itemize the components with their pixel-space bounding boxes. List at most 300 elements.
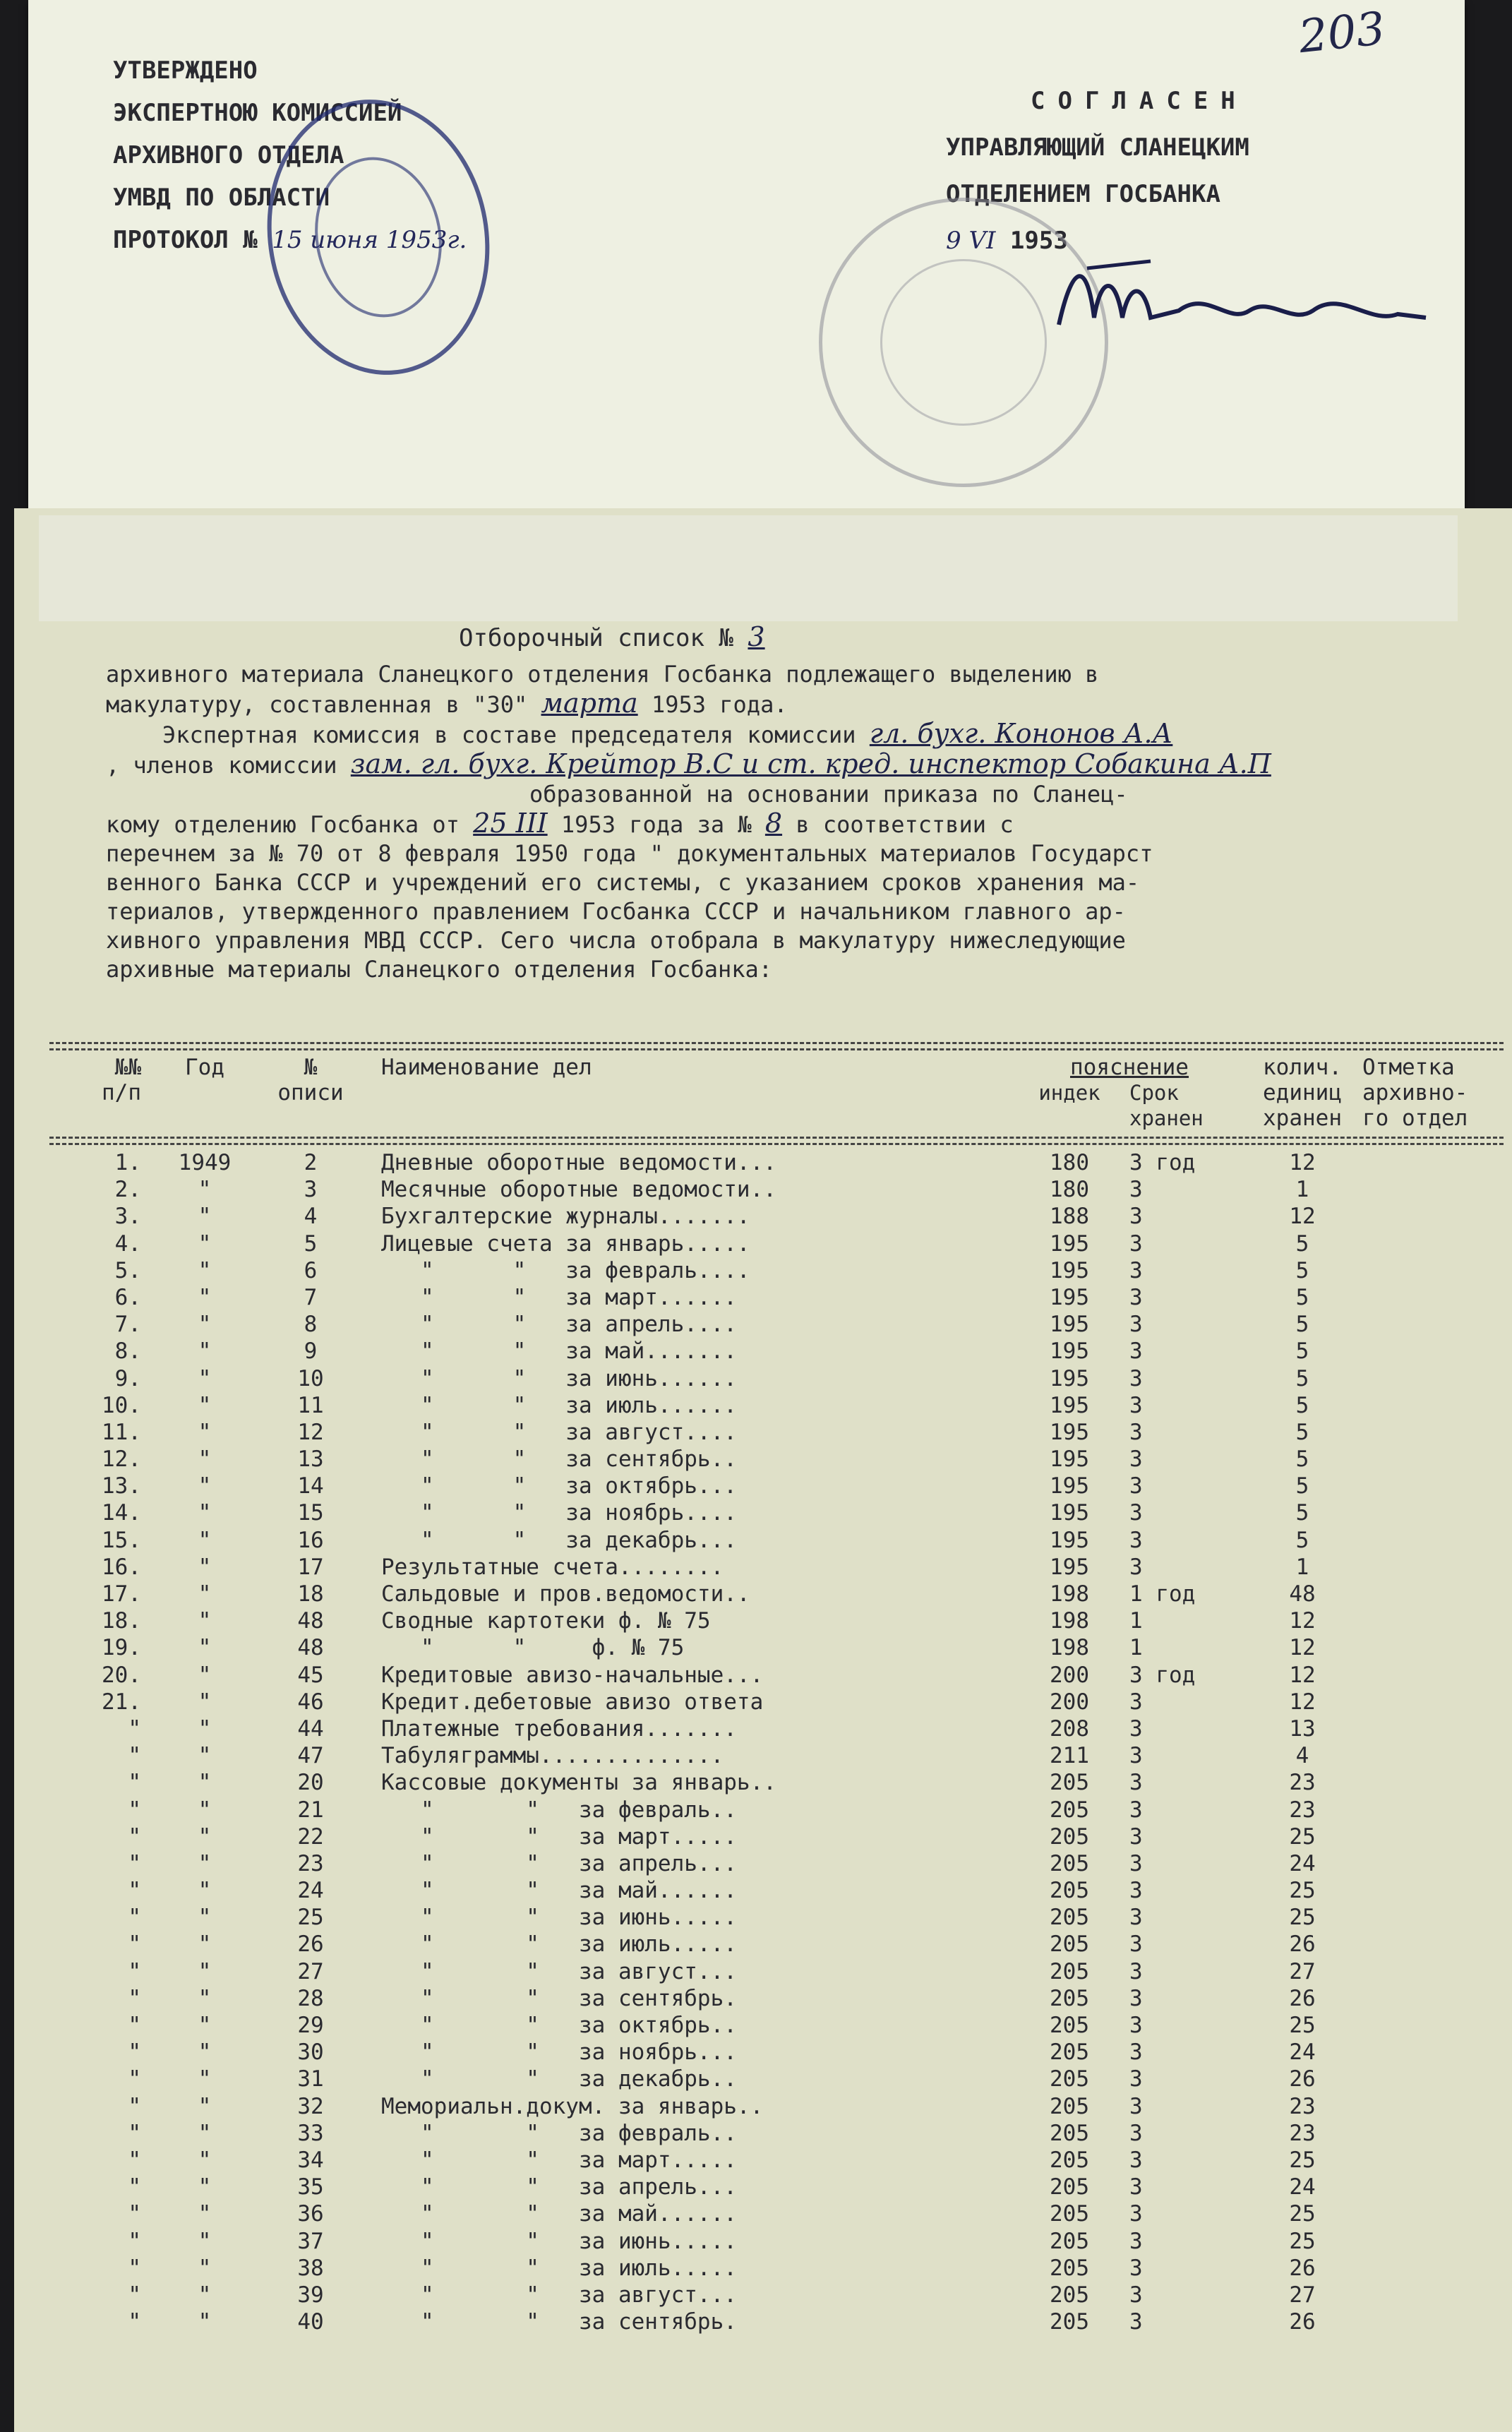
row-name: " " за апрель... xyxy=(381,2174,737,2200)
row-number: " xyxy=(128,2255,141,2281)
row-inventory: 33 xyxy=(297,2120,324,2146)
row-index: 205 xyxy=(1050,2093,1089,2119)
row-units: 24 xyxy=(1289,1850,1316,1876)
row-year: " xyxy=(198,2228,212,2254)
row-term: 3 xyxy=(1129,1500,1143,1526)
row-note xyxy=(1362,1284,1504,1311)
row-note xyxy=(1362,1742,1504,1769)
row-name: Табуляграммы.............. xyxy=(381,1743,724,1769)
row-number: " xyxy=(128,1797,141,1823)
row-index: 205 xyxy=(1050,2039,1089,2066)
row-number: 19. xyxy=(102,1635,141,1661)
row-name: " " за июнь..... xyxy=(381,2228,737,2254)
row-inventory: 44 xyxy=(297,1715,324,1742)
row-units: 5 xyxy=(1295,1473,1309,1499)
row-inventory: 13 xyxy=(297,1446,324,1473)
row-name: Мемориальн.докум. за январь.. xyxy=(381,2093,764,2119)
row-name: " " за ноябрь.... xyxy=(381,1500,737,1526)
header-explanation: пояснение xyxy=(1070,1055,1189,1080)
row-number: 13. xyxy=(102,1473,141,1499)
table-row xyxy=(49,1527,1504,1554)
row-inventory: 40 xyxy=(297,2309,324,2335)
row-note xyxy=(1362,2255,1504,2282)
row-index: 200 xyxy=(1050,1689,1089,1715)
row-term: 3 xyxy=(1129,1770,1143,1796)
row-inventory: 34 xyxy=(297,2147,324,2173)
row-inventory: 23 xyxy=(297,1850,324,1876)
row-note xyxy=(1362,1176,1504,1203)
row-term: 3 xyxy=(1129,1554,1143,1580)
row-term: 3 xyxy=(1129,1446,1143,1473)
row-note xyxy=(1362,1877,1504,1904)
row-note xyxy=(1362,2147,1504,2174)
row-index: 205 xyxy=(1050,2013,1089,2038)
preamble-line-date: макулатуру, составленная в "30" марта 1953 года. xyxy=(106,689,788,719)
row-term: 3 xyxy=(1129,1743,1143,1769)
row-units: 5 xyxy=(1295,1338,1309,1365)
row-year: " xyxy=(198,1958,212,1984)
row-number: 1. xyxy=(114,1150,141,1175)
row-note xyxy=(1362,1689,1504,1715)
row-name: " " за август... xyxy=(381,2282,737,2308)
header-inventory: № описи xyxy=(277,1055,344,1106)
table-row xyxy=(49,1904,1504,1931)
row-index: 180 xyxy=(1050,1177,1089,1203)
row-name: Сальдовые и пров.ведомости.. xyxy=(381,1581,750,1607)
row-term: 3 xyxy=(1129,1527,1143,1553)
row-inventory: 37 xyxy=(297,2228,324,2254)
table-row xyxy=(49,2228,1504,2255)
row-number: 15. xyxy=(102,1527,141,1553)
row-index: 205 xyxy=(1050,1878,1089,1904)
row-units: 5 xyxy=(1295,1527,1309,1553)
row-index: 200 xyxy=(1050,1662,1089,1688)
row-index: 205 xyxy=(1050,1850,1089,1876)
row-index: 211 xyxy=(1050,1743,1089,1769)
table-row xyxy=(49,1850,1504,1877)
row-number: 8. xyxy=(114,1338,141,1365)
row-inventory: 21 xyxy=(297,1797,324,1823)
row-year: " xyxy=(198,1554,212,1580)
row-inventory: 17 xyxy=(297,1554,324,1580)
row-number: 7. xyxy=(114,1312,141,1338)
row-term: 3 xyxy=(1129,1715,1143,1742)
row-index: 195 xyxy=(1050,1527,1089,1553)
row-number: " xyxy=(128,1743,141,1769)
table-row xyxy=(49,1499,1504,1526)
table-row xyxy=(49,1203,1504,1230)
row-name: " " за август.... xyxy=(381,1419,737,1445)
row-inventory: 38 xyxy=(297,2255,324,2281)
table-row xyxy=(49,1284,1504,1311)
row-term: 3 xyxy=(1129,1473,1143,1499)
row-note xyxy=(1362,2282,1504,2308)
row-note xyxy=(1362,1230,1504,1257)
row-term: 3 xyxy=(1129,1392,1143,1418)
row-inventory: 28 xyxy=(297,1985,324,2011)
row-term: 3 xyxy=(1129,2174,1143,2200)
row-number: " xyxy=(128,1931,141,1958)
row-term: 3 xyxy=(1129,2066,1143,2092)
header-explanation-group xyxy=(1016,1055,1242,1132)
row-inventory: 14 xyxy=(297,1473,324,1499)
row-number: 5. xyxy=(114,1257,141,1283)
row-name: " " за февраль.. xyxy=(381,1797,737,1823)
row-term: 3 xyxy=(1129,1204,1143,1230)
row-inventory: 48 xyxy=(297,1608,324,1634)
row-note xyxy=(1362,1527,1504,1554)
row-inventory: 10 xyxy=(297,1365,324,1391)
row-inventory: 22 xyxy=(297,1823,324,1850)
header-num: №№ п/п xyxy=(102,1055,141,1106)
row-term: 3 xyxy=(1129,1797,1143,1823)
row-index: 205 xyxy=(1050,1797,1089,1823)
paper-strip xyxy=(39,515,1458,621)
row-year: " xyxy=(198,1905,212,1931)
row-year: " xyxy=(198,1635,212,1661)
row-inventory: 12 xyxy=(297,1419,324,1445)
row-index: 195 xyxy=(1050,1312,1089,1338)
row-index: 205 xyxy=(1050,2255,1089,2281)
row-number: " xyxy=(128,1985,141,2011)
row-name: Сводные картотеки ф. № 75 xyxy=(381,1608,711,1634)
table-header xyxy=(49,1055,1504,1132)
row-name: Кредитовые авизо-начальные... xyxy=(381,1662,764,1688)
preamble-line: венного Банка СССР и учреждений его системы, с указанием сроков хранения ма- xyxy=(106,869,1140,896)
row-inventory: 8 xyxy=(304,1312,318,1338)
approval-protocol-label: ПРОТОКОЛ № xyxy=(113,226,258,254)
row-name: " " за апрель... xyxy=(381,1850,737,1876)
row-note xyxy=(1362,1203,1504,1230)
row-year: " xyxy=(198,1230,212,1257)
row-name: " " за март..... xyxy=(381,2147,737,2173)
row-note xyxy=(1362,1554,1504,1581)
row-note xyxy=(1362,1958,1504,1985)
row-index: 208 xyxy=(1050,1715,1089,1742)
row-inventory: 3 xyxy=(304,1177,318,1203)
row-year: " xyxy=(198,1419,212,1445)
row-number: " xyxy=(128,2282,141,2308)
row-units: 5 xyxy=(1295,1392,1309,1418)
row-note xyxy=(1362,1499,1504,1526)
row-term: 3 xyxy=(1129,1338,1143,1365)
row-index: 205 xyxy=(1050,1958,1089,1984)
row-inventory: 9 xyxy=(304,1338,318,1365)
preamble-line-chair: Экспертная комиссия в составе председателя комиссии гл. бухг. Кононов А.А xyxy=(162,719,1173,749)
row-number: 16. xyxy=(102,1554,141,1580)
row-number: 3. xyxy=(114,1204,141,1230)
row-note xyxy=(1362,1715,1504,1742)
row-index: 195 xyxy=(1050,1257,1089,1283)
row-inventory: 27 xyxy=(297,1958,324,1984)
row-number: " xyxy=(128,2039,141,2066)
row-term: 3 xyxy=(1129,2309,1143,2335)
page-number: 203 xyxy=(1296,2,1388,64)
row-note xyxy=(1362,1257,1504,1284)
row-index: 205 xyxy=(1050,1823,1089,1850)
row-units: 23 xyxy=(1289,1770,1316,1796)
row-note xyxy=(1362,1634,1504,1661)
row-year: " xyxy=(198,1770,212,1796)
row-note xyxy=(1362,1311,1504,1338)
row-term: 3 xyxy=(1129,1878,1143,1904)
header-index: индек xyxy=(1038,1081,1100,1105)
row-year: " xyxy=(198,2174,212,2200)
row-units: 5 xyxy=(1295,1284,1309,1310)
row-inventory: 24 xyxy=(297,1878,324,1904)
row-note xyxy=(1362,1607,1504,1634)
table-row xyxy=(49,1742,1504,1769)
row-term: 3 xyxy=(1129,2255,1143,2281)
row-units: 24 xyxy=(1289,2174,1316,2200)
row-units: 13 xyxy=(1289,1715,1316,1742)
table-row xyxy=(49,2282,1504,2308)
row-term: 1 xyxy=(1129,1635,1143,1661)
row-number: 4. xyxy=(114,1230,141,1257)
table-row xyxy=(49,1311,1504,1338)
row-name: " " за февраль.... xyxy=(381,1257,750,1283)
row-index: 195 xyxy=(1050,1365,1089,1391)
row-units: 5 xyxy=(1295,1312,1309,1338)
row-note xyxy=(1362,1931,1504,1958)
row-inventory: 47 xyxy=(297,1743,324,1769)
row-year: " xyxy=(198,1284,212,1310)
row-name: " " за октябрь... xyxy=(381,1473,737,1499)
row-name: " " за июль..... xyxy=(381,2255,737,2281)
row-name: Кассовые документы за январь.. xyxy=(381,1770,776,1796)
row-term: 3 xyxy=(1129,1905,1143,1931)
row-units: 26 xyxy=(1289,1985,1316,2011)
row-note xyxy=(1362,1823,1504,1850)
row-term: 3 xyxy=(1129,1365,1143,1391)
row-units: 1 xyxy=(1295,1177,1309,1203)
row-year: " xyxy=(198,1312,212,1338)
agreement-date-hand: 9 VI xyxy=(946,227,996,255)
header-term: Срок хранен xyxy=(1129,1081,1204,1130)
row-number: " xyxy=(128,2013,141,2038)
row-name: " " за март...... xyxy=(381,1284,737,1310)
row-term: 1 год xyxy=(1129,1581,1196,1607)
row-number: 2. xyxy=(114,1177,141,1203)
table-row xyxy=(49,1473,1504,1499)
row-number: 21. xyxy=(102,1689,141,1715)
row-number: " xyxy=(128,2066,141,2092)
row-units: 26 xyxy=(1289,2255,1316,2281)
row-term: 3 xyxy=(1129,2120,1143,2146)
row-inventory: 4 xyxy=(304,1204,318,1230)
row-name: " " за февраль.. xyxy=(381,2120,737,2146)
row-inventory: 29 xyxy=(297,2013,324,2038)
row-year: " xyxy=(198,2066,212,2092)
row-term: 3 xyxy=(1129,1823,1143,1850)
approval-protocol-date: 15 июня 1953г. xyxy=(272,226,467,254)
row-year: " xyxy=(198,1608,212,1634)
row-units: 12 xyxy=(1289,1689,1316,1715)
header-note: Отметка архивно- го отдел xyxy=(1362,1055,1468,1131)
table-row xyxy=(49,1797,1504,1823)
table-row xyxy=(49,2039,1504,2066)
row-name: " " за март..... xyxy=(381,1823,737,1850)
row-index: 205 xyxy=(1050,2228,1089,2254)
row-number: " xyxy=(128,1715,141,1742)
row-note xyxy=(1362,2120,1504,2147)
row-term: 3 xyxy=(1129,2039,1143,2066)
row-note xyxy=(1362,1662,1504,1689)
preamble-line: териалов, утвержденного правлением Госбанка СССР и начальником главного ар- xyxy=(106,898,1126,925)
list-number: 3 xyxy=(748,621,765,652)
row-index: 205 xyxy=(1050,2201,1089,2227)
row-index: 205 xyxy=(1050,1931,1089,1958)
row-name: " " за ноябрь... xyxy=(381,2039,737,2066)
table-row xyxy=(49,1392,1504,1419)
row-note xyxy=(1362,1797,1504,1823)
row-term: 3 xyxy=(1129,1230,1143,1257)
row-year: " xyxy=(198,1473,212,1499)
preamble-line: архивного материала Сланецкого отделения Госбанка подлежащего выделению в xyxy=(106,661,1099,688)
row-index: 198 xyxy=(1050,1581,1089,1607)
row-note xyxy=(1362,2066,1504,2092)
row-inventory: 15 xyxy=(297,1500,324,1526)
row-inventory: 26 xyxy=(297,1931,324,1958)
row-inventory: 46 xyxy=(297,1689,324,1715)
row-name: " " за апрель.... xyxy=(381,1312,737,1338)
row-index: 195 xyxy=(1050,1554,1089,1580)
row-name: " " за июль..... xyxy=(381,1931,737,1958)
table-row xyxy=(49,1985,1504,2012)
row-units: 25 xyxy=(1289,1823,1316,1850)
header-units: колич. единиц хранен xyxy=(1263,1055,1342,1131)
row-index: 195 xyxy=(1050,1446,1089,1473)
row-number: " xyxy=(128,2120,141,2146)
row-note xyxy=(1362,2174,1504,2200)
row-number: " xyxy=(128,1878,141,1904)
row-year: 1949 xyxy=(178,1150,232,1175)
row-units: 25 xyxy=(1289,2013,1316,2038)
row-number: 20. xyxy=(102,1662,141,1688)
row-number: 10. xyxy=(102,1392,141,1418)
table-row xyxy=(49,1176,1504,1203)
row-note xyxy=(1362,1473,1504,1499)
row-units: 26 xyxy=(1289,2066,1316,2092)
manager-signature xyxy=(1045,247,1440,353)
row-name: " " за сентябрь. xyxy=(381,1985,737,2011)
row-year: " xyxy=(198,1204,212,1230)
row-index: 205 xyxy=(1050,1985,1089,2011)
row-name: Кредит.дебетовые авизо ответа xyxy=(381,1689,764,1715)
list-title: Отборочный список № 3 xyxy=(459,621,765,652)
row-number: 12. xyxy=(102,1446,141,1473)
row-index: 188 xyxy=(1050,1204,1089,1230)
row-index: 195 xyxy=(1050,1338,1089,1365)
row-note xyxy=(1362,2200,1504,2227)
row-note xyxy=(1362,1581,1504,1607)
preamble-line: перечнем за № 70 от 8 февраля 1950 года " документальных материалов Государст xyxy=(106,840,1153,867)
row-year: " xyxy=(198,1500,212,1526)
table-rule-header xyxy=(49,1137,1504,1145)
row-note xyxy=(1362,2039,1504,2066)
row-note xyxy=(1362,1850,1504,1877)
table-row xyxy=(49,1769,1504,1796)
row-units: 5 xyxy=(1295,1500,1309,1526)
table-row xyxy=(49,1257,1504,1284)
row-number: 17. xyxy=(102,1581,141,1607)
row-number: 11. xyxy=(102,1419,141,1445)
header-year: Год xyxy=(185,1055,224,1080)
row-index: 205 xyxy=(1050,2282,1089,2308)
row-index: 195 xyxy=(1050,1230,1089,1257)
row-number: " xyxy=(128,2174,141,2200)
row-note xyxy=(1362,2093,1504,2120)
row-year: " xyxy=(198,2309,212,2335)
row-index: 205 xyxy=(1050,2174,1089,2200)
row-name: Месячные оборотные ведомости.. xyxy=(381,1177,776,1203)
row-name: " " за сентябрь. xyxy=(381,2309,737,2335)
row-units: 5 xyxy=(1295,1257,1309,1283)
table-row xyxy=(49,1662,1504,1689)
row-year: " xyxy=(198,1177,212,1203)
row-year: " xyxy=(198,1257,212,1283)
row-note xyxy=(1362,1904,1504,1931)
approval-line: УТВЕРЖДЕНО xyxy=(113,56,258,85)
row-year: " xyxy=(198,1878,212,1904)
row-term: 3 год xyxy=(1129,1662,1196,1688)
row-term: 3 xyxy=(1129,2201,1143,2227)
row-units: 5 xyxy=(1295,1419,1309,1445)
row-units: 24 xyxy=(1289,2039,1316,2066)
row-units: 5 xyxy=(1295,1365,1309,1391)
row-inventory: 6 xyxy=(304,1257,318,1283)
preamble-line: архивные материалы Сланецкого отделения Госбанка: xyxy=(106,956,773,983)
row-inventory: 48 xyxy=(297,1635,324,1661)
row-units: 12 xyxy=(1289,1635,1316,1661)
row-term: 3 xyxy=(1129,2282,1143,2308)
row-name: " " за май....... xyxy=(381,1338,737,1365)
row-year: " xyxy=(198,1797,212,1823)
row-year: " xyxy=(198,2255,212,2281)
row-term: 3 xyxy=(1129,2147,1143,2173)
row-year: " xyxy=(198,1850,212,1876)
agreement-title: СОГЛАСЕН xyxy=(1031,87,1248,115)
row-inventory: 7 xyxy=(304,1284,318,1310)
row-name: Платежные требования....... xyxy=(381,1715,737,1742)
row-number: " xyxy=(128,2309,141,2335)
table-row xyxy=(49,1958,1504,1985)
table-row xyxy=(49,1365,1504,1392)
row-note xyxy=(1362,2228,1504,2255)
row-units: 23 xyxy=(1289,2093,1316,2119)
row-units: 12 xyxy=(1289,1150,1316,1175)
row-inventory: 16 xyxy=(297,1527,324,1553)
row-year: " xyxy=(198,2093,212,2119)
row-inventory: 45 xyxy=(297,1662,324,1688)
row-note xyxy=(1362,1419,1504,1446)
row-note xyxy=(1362,1365,1504,1392)
row-year: " xyxy=(198,1743,212,1769)
row-units: 25 xyxy=(1289,1878,1316,1904)
row-year: " xyxy=(198,1985,212,2011)
row-units: 25 xyxy=(1289,2201,1316,2227)
agreement-line: ОТДЕЛЕНИЕМ ГОСБАНКА xyxy=(946,180,1220,208)
row-year: " xyxy=(198,1662,212,1688)
row-units: 25 xyxy=(1289,1905,1316,1931)
row-year: " xyxy=(198,2120,212,2146)
table-row xyxy=(49,2066,1504,2092)
row-inventory: 32 xyxy=(297,2093,324,2119)
row-number: " xyxy=(128,2147,141,2173)
approval-line: АРХИВНОГО ОТДЕЛА xyxy=(113,141,344,169)
row-name: Результатные счета........ xyxy=(381,1554,724,1580)
row-year: " xyxy=(198,1689,212,1715)
